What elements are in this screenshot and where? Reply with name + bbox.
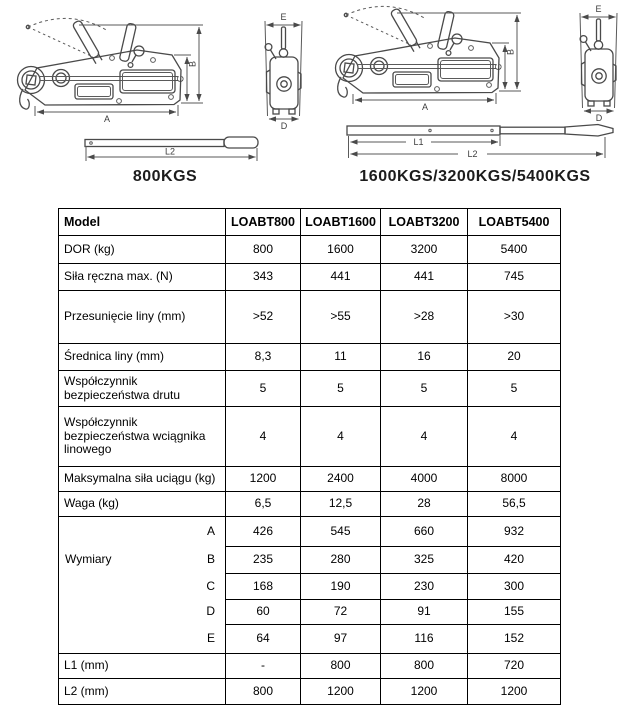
- table-row: [59, 344, 561, 371]
- spec-value: 5: [468, 371, 561, 407]
- spec-value: 420: [468, 547, 561, 574]
- spec-value: 800: [226, 236, 301, 264]
- dimensions-group-label: Wymiary: [65, 552, 112, 567]
- spec-value: 4: [381, 407, 468, 467]
- table-row: [59, 654, 561, 679]
- spec-value: 1200: [226, 467, 301, 492]
- spec-value: 1200: [301, 679, 381, 705]
- spec-value: 8,3: [226, 344, 301, 371]
- table-row: [59, 264, 561, 291]
- dim-label-l1: L1: [413, 137, 424, 147]
- caption-1600-3200-5400kgs: 1600KGS/3200KGS/5400KGS: [359, 168, 591, 185]
- dim-letter: E: [206, 630, 215, 645]
- spec-value: 426: [226, 517, 301, 547]
- dim-letter: D: [206, 604, 215, 619]
- spec-value: 441: [301, 264, 381, 291]
- spec-row-label: Średnica liny (mm): [59, 344, 226, 371]
- spec-value: 545: [301, 517, 381, 547]
- spec-value: 800: [381, 654, 468, 679]
- spec-value: 235: [226, 547, 301, 574]
- spec-value: 325: [381, 547, 468, 574]
- header-loabt1600: LOABT1600: [301, 209, 381, 236]
- spec-value: >30: [468, 291, 561, 344]
- dim-label-l2-right: L2: [467, 149, 478, 159]
- table-row: [59, 291, 561, 344]
- handle-drawing-1600-5400: [347, 125, 613, 160]
- spec-value: 720: [468, 654, 561, 679]
- dim-letter-cell: [59, 574, 226, 600]
- dim-label-l2: L2: [164, 146, 176, 157]
- spec-value: 190: [301, 574, 381, 600]
- spec-value: 343: [226, 264, 301, 291]
- spec-row-label: L1 (mm): [59, 654, 226, 679]
- spec-value: 5400: [468, 236, 561, 264]
- hoist-front-view-1600-5400: [580, 4, 617, 123]
- spec-value: 4: [468, 407, 561, 467]
- table-row: [59, 236, 561, 264]
- spec-row-label: Współczynnik bezpieczeństwa wciągnika linowego: [59, 407, 226, 467]
- table-row: [59, 679, 561, 705]
- spec-value: 116: [381, 625, 468, 654]
- spec-row-label: DOR (kg): [59, 236, 226, 264]
- header-loabt800: LOABT800: [226, 209, 301, 236]
- spec-value: 12,5: [301, 492, 381, 517]
- spec-value: 230: [381, 574, 468, 600]
- spec-value: 168: [226, 574, 301, 600]
- spec-value: 4000: [381, 467, 468, 492]
- spec-value: 152: [468, 625, 561, 654]
- spec-value: 28: [381, 492, 468, 517]
- dimension-row: [59, 625, 561, 654]
- spec-value: 1600: [301, 236, 381, 264]
- spec-value: 2400: [301, 467, 381, 492]
- spec-row-label: Waga (kg): [59, 492, 226, 517]
- spec-value: 3200: [381, 236, 468, 264]
- spec-value: 4: [226, 407, 301, 467]
- dimension-row: [59, 600, 561, 625]
- spec-row-label: Maksymalna siła uciągu (kg): [59, 467, 226, 492]
- spec-table: [58, 208, 561, 705]
- hoist-side-view-1600-5400: [336, 6, 522, 112]
- dimension-row: [59, 517, 561, 547]
- spec-value: 11: [301, 344, 381, 371]
- dim-letter-cell: [59, 600, 226, 625]
- spec-value: 64: [226, 625, 301, 654]
- spec-row-label: Przesunięcie liny (mm): [59, 291, 226, 344]
- spec-value: 5: [226, 371, 301, 407]
- spec-value: 20: [468, 344, 561, 371]
- spec-value: 97: [301, 625, 381, 654]
- spec-value: 441: [381, 264, 468, 291]
- spec-value: >52: [226, 291, 301, 344]
- spec-value: 72: [301, 600, 381, 625]
- table-row: [59, 371, 561, 407]
- spec-value: 300: [468, 574, 561, 600]
- table-row: [59, 407, 561, 467]
- dim-letter: C: [206, 578, 215, 593]
- spec-value: 5: [301, 371, 381, 407]
- spec-row-label: Współczynnik bezpieczeństwa drutu: [59, 371, 226, 407]
- spec-value: 8000: [468, 467, 561, 492]
- header-loabt3200: LOABT3200: [381, 209, 468, 236]
- spec-value: 56,5: [468, 492, 561, 517]
- header-loabt5400: LOABT5400: [468, 209, 561, 236]
- spec-value: 800: [301, 654, 381, 679]
- technical-drawings: A C B E D L2 L1 L2: [0, 0, 633, 206]
- table-row: [59, 467, 561, 492]
- spec-value: 1200: [468, 679, 561, 705]
- caption-800kgs: 800KGS: [132, 168, 198, 185]
- dim-letter: A: [206, 523, 215, 538]
- spec-value: -: [226, 654, 301, 679]
- spec-row-label: L2 (mm): [59, 679, 226, 705]
- spec-value: 932: [468, 517, 561, 547]
- spec-value: 4: [301, 407, 381, 467]
- spec-value: >55: [301, 291, 381, 344]
- header-model: Model: [59, 209, 226, 236]
- dim-letter-cell: [59, 517, 226, 547]
- spec-value: 60: [226, 600, 301, 625]
- spec-value: 280: [301, 547, 381, 574]
- spec-value: 1200: [381, 679, 468, 705]
- hoist-front-view-800: [265, 12, 302, 131]
- hoist-side-view-800: [18, 18, 204, 124]
- spec-value: 16: [381, 344, 468, 371]
- spec-value: 660: [381, 517, 468, 547]
- spec-value: 745: [468, 264, 561, 291]
- spec-row-label: Siła ręczna max. (N): [59, 264, 226, 291]
- dim-letter-cell: [59, 625, 226, 654]
- dimension-row: [59, 547, 561, 574]
- spec-value: 91: [381, 600, 468, 625]
- spec-value: 6,5: [226, 492, 301, 517]
- table-header-row: [59, 209, 561, 236]
- table-row: [59, 492, 561, 517]
- spec-value: 155: [468, 600, 561, 625]
- spec-value: >28: [381, 291, 468, 344]
- dim-letter: B: [206, 552, 215, 567]
- dim-letter-cell: [59, 547, 226, 574]
- spec-value: 800: [226, 679, 301, 705]
- handle-drawing-800: [85, 137, 258, 161]
- spec-value: 5: [381, 371, 468, 407]
- dimension-row: [59, 574, 561, 600]
